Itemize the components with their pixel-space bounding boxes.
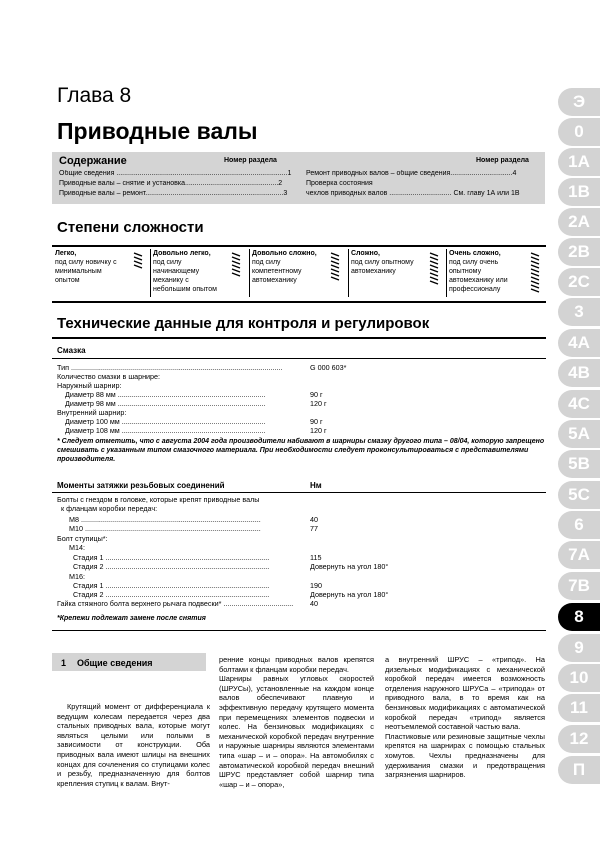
chapter-tab[interactable]: 1B	[558, 178, 600, 206]
divider	[348, 249, 349, 297]
divider	[249, 249, 250, 297]
difficulty-level-label: Довольно легко,	[153, 250, 211, 257]
difficulty-level-label: Сложно,	[351, 250, 381, 257]
divider	[446, 249, 447, 297]
section-title: Общие сведения	[77, 658, 153, 668]
difficulty-level-label: Довольно сложно,	[252, 250, 317, 257]
toc-entry[interactable]: Ремонт приводных валов – общие сведения................................4	[306, 170, 517, 177]
spec-label: Стадия 2 ..................................................................................	[57, 562, 270, 571]
difficulty-level-4	[351, 249, 443, 299]
chapter-tab[interactable]: 5B	[558, 450, 600, 478]
spec-label: Диаметр 88 мм ..........................................................................	[57, 390, 266, 399]
chapter-tab[interactable]: 10	[558, 664, 600, 692]
chapter-tab[interactable]: 6	[558, 511, 600, 539]
torque-heading: Моменты затяжки резьбовых соединений	[57, 481, 225, 490]
spec-label: Внутренний шарнир:	[57, 408, 127, 417]
spec-label: Диаметр 100 мм ........................................................................	[57, 417, 266, 426]
difficulty-level-5	[449, 249, 544, 299]
contents-heading: Содержание	[59, 155, 127, 167]
spec-label: М8 ..........................................................................................	[57, 515, 261, 524]
divider	[52, 358, 546, 359]
spec-value: 190	[310, 581, 322, 590]
difficulty-level-desc: под силу новичку с минимальным опытом	[55, 259, 117, 284]
spanner-icon	[329, 251, 341, 285]
toc-entry[interactable]: Общие сведения ........................................................................................1	[59, 170, 292, 177]
spec-label: Стадия 1 ..................................................................................	[57, 553, 270, 562]
spec-value: 40	[310, 515, 318, 524]
toc-entry[interactable]: Приводные валы – ремонт.......................................................................3	[59, 190, 288, 197]
difficulty-level-desc: под силу компетентному автомеханику	[252, 259, 302, 284]
divider	[52, 630, 546, 631]
spec-value: 40	[310, 599, 318, 608]
spec-label: Диаметр 98 мм ..........................................................................	[57, 399, 266, 408]
spanner-icon	[132, 251, 144, 273]
chapter-tab[interactable]: 2C	[558, 268, 600, 296]
difficulty-level-label: Очень сложно,	[449, 250, 501, 257]
chapter-tab[interactable]: Э	[558, 88, 600, 116]
torque-unit: Нм	[310, 481, 322, 490]
spec-value: 120 г	[310, 426, 327, 435]
chapter-tab[interactable]: 2A	[558, 208, 600, 236]
chapter-tab[interactable]: 11	[558, 694, 600, 722]
difficulty-scale	[52, 245, 546, 303]
spanner-icon	[529, 251, 541, 295]
chapter-tab[interactable]: П	[558, 756, 600, 784]
divider	[52, 492, 546, 493]
difficulty-level-2	[153, 249, 245, 299]
section-text-column-2: ренние концы приводных валов крепятся болтами к фланцам коробки передач. Шарниры равных угловых скоростей (ШРУСы), установленные на каждом конце валов обеспечивают плавную и эффективную передачу крутящего момента при перемещениях элементов подвески и колес. На бензиновых модификациях с механической коробкой передач внутренние и наружные шарниры являются элементами типа «шар – и – опора». На автомобилях с автоматической коробкой передач внешний ШРУС представляет собой шарнир типа «шар – и – опора»,	[219, 655, 374, 789]
chapter-tab[interactable]: 4C	[558, 390, 600, 418]
difficulty-level-1	[55, 249, 147, 299]
contents-box	[52, 152, 545, 204]
spec-label: Количество смазки в шарнире:	[57, 372, 161, 381]
divider	[52, 337, 546, 339]
spec-label: Наружный шарнир:	[57, 381, 122, 390]
spec-value: 90 г	[310, 390, 323, 399]
difficulty-level-desc: под силу опытному автомеханику	[351, 259, 414, 275]
toc-entry[interactable]: чехлов приводных валов ................................ См. главу 1А или 1В	[306, 190, 520, 197]
section-heading	[52, 653, 206, 671]
spec-value: Довернуть на угол 180°	[310, 590, 389, 599]
section-number-header-right: Номер раздела	[476, 157, 529, 164]
torque-note: *Крепежи подлежат замене после снятия	[57, 615, 206, 622]
chapter-tab[interactable]: 5A	[558, 420, 600, 448]
chapter-label: Глава 8	[57, 84, 132, 107]
difficulty-level-label: Легко,	[55, 250, 77, 257]
chapter-tab[interactable]: 5C	[558, 481, 600, 509]
spec-label: Болты с гнездом в головке, которые крепят приводные валы	[57, 495, 260, 504]
spec-label: Гайка стяжного болта верхнего рычага подвески* ...................................	[57, 599, 294, 608]
spec-label: Диаметр 108 мм ........................................................................	[57, 426, 266, 435]
spec-label: М10 ........................................................................................	[57, 524, 261, 533]
spec-label: Тип ..........................................................................................................	[57, 363, 283, 372]
spec-value: 120 г	[310, 399, 327, 408]
difficulty-level-3	[252, 249, 344, 299]
spec-value: Довернуть на угол 180°	[310, 562, 389, 571]
difficulty-heading: Степени сложности	[57, 219, 204, 236]
spec-value: G 000 603*	[310, 363, 347, 372]
section-number-header-left: Номер раздела	[224, 157, 277, 164]
spec-value: 115	[310, 553, 322, 562]
chapter-tab[interactable]: 0	[558, 118, 600, 146]
chapter-tab[interactable]: 4B	[558, 359, 600, 387]
chapter-tab[interactable]: 9	[558, 634, 600, 662]
lubricant-note: * Следует отметить, что с августа 2004 года производители набивают в шарниры смазку другого типа – 08/04, которую запрещено смешивать с указанным типом смазочного материала. При необходимости следует проконсультироваться с представителями производителя.	[57, 438, 545, 463]
chapter-tab[interactable]: 1A	[558, 148, 600, 176]
difficulty-level-desc: под силу очень опытному автомеханику или профессионалу	[449, 259, 508, 293]
lubricant-heading: Смазка	[57, 346, 86, 355]
spanner-icon	[230, 251, 242, 281]
section-text-column-1: Крутящий момент от дифференциала к ведущим колесам передается через два стальных приводных вала, которые могут являться целыми или полыми в зависимости от конструкции. Оба приводных вала имеют шлицы на внешних концах для сочленения со ступицами колес и резьбу, предназначенную для болтов крепления ступиц к валам. Внут-	[57, 702, 210, 788]
difficulty-level-desc: под силу начинающему механику с небольшим опытом	[153, 259, 217, 293]
spec-label: М16:	[57, 572, 85, 581]
section-number: 1	[61, 658, 67, 668]
chapter-tab[interactable]: 7A	[558, 541, 600, 569]
chapter-tab[interactable]: 4A	[558, 329, 600, 357]
toc-entry[interactable]: Приводные валы – снятие и установка................................................2	[59, 180, 283, 187]
page-title: Приводные валы	[57, 118, 258, 144]
tech-data-heading: Технические данные для контроля и регулировок	[57, 315, 430, 332]
spec-value: 90 г	[310, 417, 323, 426]
section-text-column-3: а внутренний ШРУС – «трипод». На дизельных модификациях с механической коробкой передач имеется возможность отделения наружного ШРУСа – «трипода» от приводного вала, в то время как на бензиновых модификациях с автоматической коробкой передач «трипод» является неотъемлемой составной частью вала. Пластиковые или резиновые защитные чехлы крепятся на шарнирах с помощью стальных хомутов. Чехлы предназначены для удерживания смазки и предотвращения загрязнения шарниров.	[385, 655, 545, 780]
spec-label: Болт ступицы*:	[57, 534, 108, 543]
chapter-tab[interactable]: 7B	[558, 572, 600, 600]
chapter-tab[interactable]: 2B	[558, 238, 600, 266]
divider	[150, 249, 151, 297]
chapter-tab[interactable]: 12	[558, 725, 600, 753]
spec-label: М14:	[57, 543, 85, 552]
chapter-tab-active[interactable]: 8	[558, 603, 600, 631]
spec-label: Стадия 1 ..................................................................................	[57, 581, 270, 590]
spanner-icon	[428, 251, 440, 289]
spec-label: к фланцам коробки передач:	[57, 504, 158, 513]
toc-entry[interactable]: Проверка состояния	[306, 180, 373, 187]
spec-value: 77	[310, 524, 318, 533]
spec-label: Стадия 2 ..................................................................................	[57, 590, 270, 599]
chapter-tab[interactable]: 3	[558, 298, 600, 326]
